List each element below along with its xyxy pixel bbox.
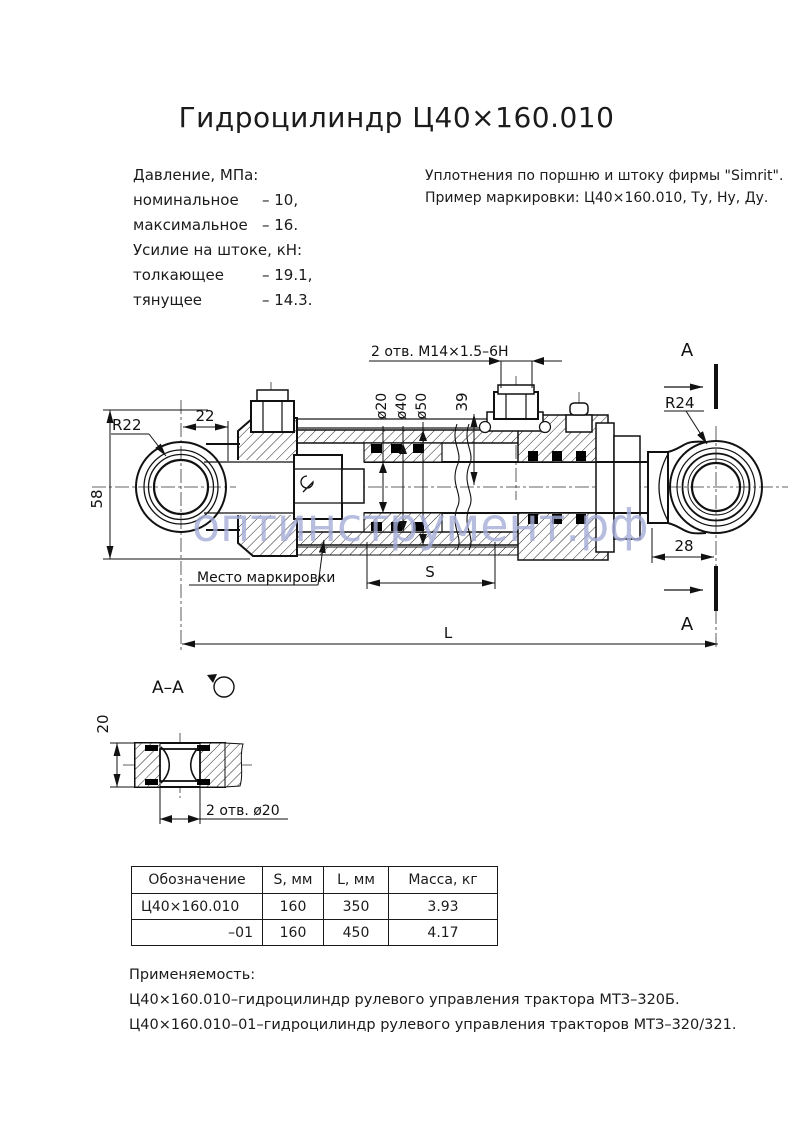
dim-28: 28 bbox=[674, 537, 694, 555]
dim-r22: R22 bbox=[112, 416, 142, 434]
drawing-title: Гидроцилиндр Ц40×160.010 bbox=[178, 101, 615, 134]
cell-designation: Ц40×160.010 bbox=[132, 894, 263, 920]
cell-l: 450 bbox=[324, 920, 389, 946]
spec-row bbox=[133, 213, 312, 238]
watermark: оптинструмент.рф bbox=[192, 498, 649, 552]
spec-label: номинальное bbox=[133, 191, 239, 209]
section-dim-20: 20 bbox=[94, 714, 112, 734]
spec-row bbox=[133, 263, 312, 288]
application-header: Применяемость: bbox=[129, 967, 256, 983]
spec-row bbox=[133, 188, 312, 213]
marking-label: Место маркировки bbox=[197, 570, 336, 586]
note-line: Уплотнения по поршню и штоку фирмы "Simrit". bbox=[425, 168, 784, 184]
application-line: Ц40×160.010–01–гидроцилиндр рулевого управления тракторов МТЗ–320/321. bbox=[129, 1017, 737, 1033]
spec-label: толкающее bbox=[133, 266, 224, 284]
spec-value: – 16. bbox=[262, 216, 299, 234]
spec-label: Усилие на штоке, кН: bbox=[133, 241, 303, 259]
dim-s: S bbox=[425, 563, 435, 581]
section-letter-bottom: А bbox=[680, 614, 694, 635]
note-line: Пример маркировки: Ц40×160.010, Ту, Ну, Ду. bbox=[425, 190, 769, 206]
cell-s: 160 bbox=[263, 920, 324, 946]
dim-58: 58 bbox=[88, 489, 106, 509]
spec-value: – 19.1, bbox=[262, 266, 313, 284]
cell-designation: –01 bbox=[132, 920, 263, 946]
spec-label: максимальное bbox=[133, 216, 248, 234]
size-table bbox=[131, 866, 498, 946]
cell-mass: 4.17 bbox=[389, 920, 498, 946]
table-header-row bbox=[132, 867, 498, 894]
dim-39: 39 bbox=[453, 392, 471, 412]
dim-ports: 2 отв. М14×1.5–6Н bbox=[371, 344, 509, 360]
section-view bbox=[94, 674, 288, 824]
spec-value: – 10, bbox=[262, 191, 299, 209]
spec-row bbox=[133, 238, 312, 263]
dim-dia40: ø40 bbox=[394, 392, 410, 420]
seal-notes bbox=[425, 165, 783, 209]
col-header: L, мм bbox=[324, 867, 389, 894]
dim-dia20: ø20 bbox=[374, 392, 390, 420]
section-letter-top: А bbox=[680, 340, 694, 361]
col-header: S, мм bbox=[263, 867, 324, 894]
application-block bbox=[129, 963, 736, 1038]
cylinder-drawing bbox=[0, 330, 793, 850]
dim-l: L bbox=[443, 624, 453, 642]
spec-row bbox=[133, 163, 312, 188]
spec-label: тянущее bbox=[133, 291, 203, 309]
cell-s: 160 bbox=[263, 894, 324, 920]
dim-dia50: ø50 bbox=[414, 392, 430, 420]
spec-value: – 14.3. bbox=[262, 291, 313, 309]
specs-block bbox=[133, 163, 312, 313]
table-row bbox=[132, 920, 498, 946]
section-holes-label: 2 отв. ø20 bbox=[206, 803, 280, 819]
table-row bbox=[132, 894, 498, 920]
section-title: А–А bbox=[152, 678, 184, 698]
col-header: Масса, кг bbox=[389, 867, 498, 894]
cell-l: 350 bbox=[324, 894, 389, 920]
dim-r24: R24 bbox=[665, 394, 695, 412]
spec-label: Давление, МПа: bbox=[133, 166, 259, 184]
dim-22: 22 bbox=[195, 407, 215, 425]
cell-mass: 3.93 bbox=[389, 894, 498, 920]
spec-row bbox=[133, 288, 312, 313]
col-header: Обозначение bbox=[132, 867, 263, 894]
application-line: Ц40×160.010–гидроцилиндр рулевого управления трактора МТЗ–320Б. bbox=[129, 992, 680, 1008]
